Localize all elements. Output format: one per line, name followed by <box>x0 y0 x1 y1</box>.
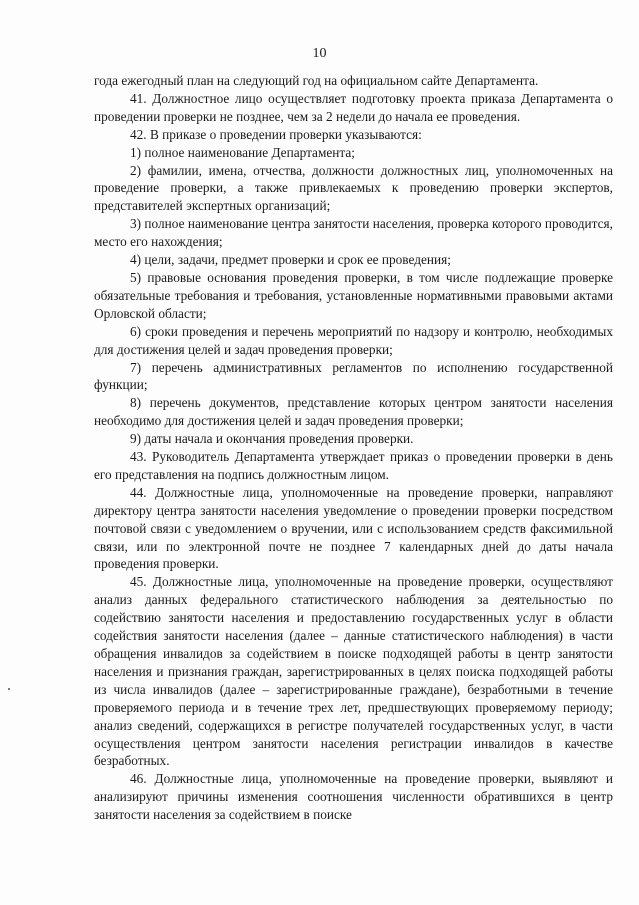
list-item: 9) даты начала и окончания проведения проверки. <box>130 431 414 447</box>
document-body <box>94 72 613 824</box>
list-item: 1) полное наименование Департамента; <box>130 144 355 160</box>
paragraph: 44. Должностные лица, уполномоченные на проведение проверки, направляют директору центра занятости населения уведомление о проведении проверки посредством почтовой связи с уведомлением о вручении, или с использованием средств факсимильной связи, или по электронной почте не позднее 7 календарных дней до даты начала проведения проверки. <box>94 484 613 572</box>
list-item: 4) цели, задачи, предмет проверки и срок ее проведения; <box>130 252 451 268</box>
page-number: 10 <box>312 46 327 61</box>
list-item: 7) перечень административных регламентов по исполнению государственной функции; <box>94 359 613 393</box>
paragraph: 43. Руководитель Департамента утверждает приказ о проведении проверки в день его представления на подпись должностным лицом. <box>94 449 613 482</box>
paragraph: 42. В приказе о проведении проверки указываются: <box>130 126 422 142</box>
list-item: 2) фамилии, имена, отчества, должности должностных лиц, уполномоченных на проведение проверки, а также привлекаемых к проведению проверки экспертов, представителей экспертных организаций; <box>94 162 613 214</box>
scan-speck <box>8 688 10 690</box>
list-item: 6) сроки проведения и перечень мероприятий по надзору и контролю, необходимых для достижения целей и задач проведения проверки; <box>94 323 613 357</box>
list-item: 8) перечень документов, представление которых центром занятости населения необходимо для достижения целей и задач проведения проверки; <box>94 395 613 429</box>
paragraph: 41. Должностное лицо осуществляет подготовку проекта приказа Департамента о проведении проверки не позднее, чем за 2 недели до начала ее проведения. <box>94 90 613 124</box>
list-item: 5) правовые основания проведения проверки, в том числе подлежащие проверке обязательные требования и требования, установленные нормативными правовыми актами Орловской области; <box>94 269 613 321</box>
paragraph: 45. Должностные лица, уполномоченные на проведение проверки, осуществляют анализ данных федерального статистического наблюдения за деятельностью по содействию занятости населения и предоставлению государственных услуг в области содействия занятости населения (далее – данные статистического наблюдения) в части обращения инвалидов за содействием в поиске подходящей работы в центр занятости населения и признания граждан, зарегистрированных в целях поиска подходящей работы из числа инвалидов (далее – зарегистрированные граждане), безработными в течение проверяемого периода и в течение трех лет, предшествующих проверяемому периоду; анализ сведений, содержащихся в регистре получателей государственных услуг, в части осуществления центром занятости населения регистрации инвалидов в качестве безработных. <box>94 574 613 769</box>
list-item: 3) полное наименование центра занятости населения, проверка которого проводится, место его нахождения; <box>94 216 613 250</box>
paragraph: 46. Должностные лица, уполномоченные на проведение проверки, выявляют и анализируют причины изменения соотношения численности обратившихся в центр занятости населения за содействием в поиске <box>94 771 613 823</box>
paragraph: года ежегодный план на следующий год на официальном сайте Департамента. <box>94 73 539 88</box>
